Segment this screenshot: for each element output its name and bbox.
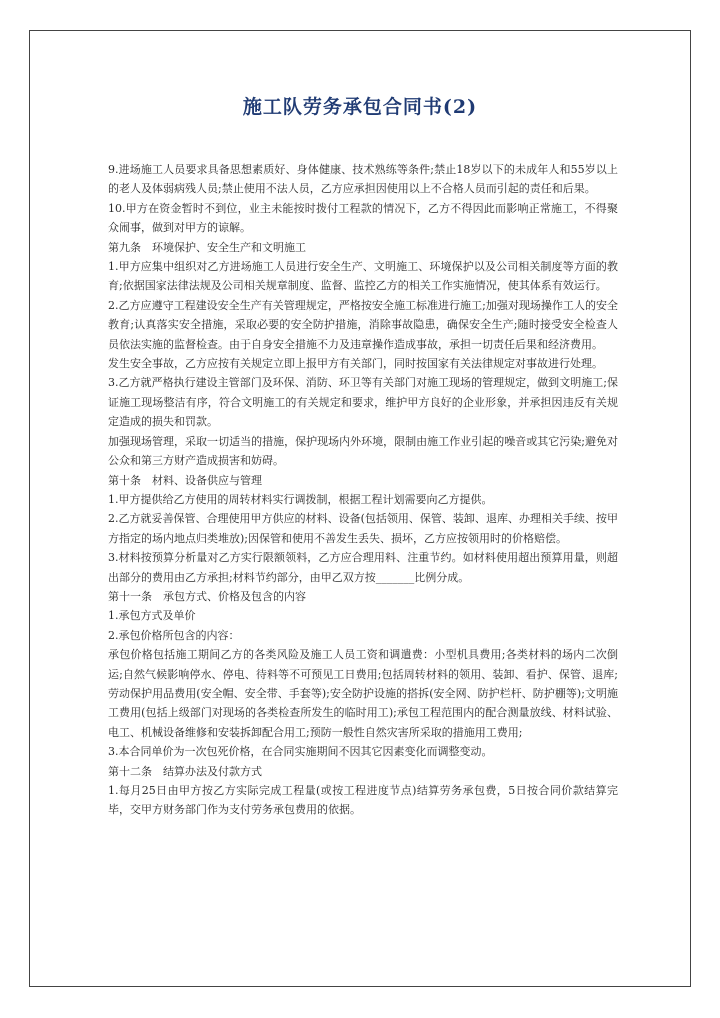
- paragraph: 2.乙方应遵守工程建设安全生产有关管理规定，严格按安全施工标准进行施工;加强对现场操作工人的安全教育;认真落实安全措施，采取必要的安全防护措施，消除事故隐患，确保安全生产;随时接受安全检查人员依法实施的监督检查。由于自身安全措施不力及违章操作造成事故，承担一切责任后果和经济费用。: [108, 298, 618, 351]
- section-heading: 第十条 材料、设备供应与管理: [108, 473, 262, 487]
- section-heading: 第九条 环境保护、安全生产和文明施工: [108, 240, 306, 254]
- paragraph: 发生安全事故，乙方应按有关规定立即上报甲方有关部门，同时按国家有关法律规定对事故进行处理。: [108, 357, 603, 371]
- document-body: [108, 160, 618, 820]
- paragraph: 3.乙方就严格执行建设主管部门及环保、消防、环卫等有关部门对施工现场的管理规定，做到文明施工;保证施工现场整洁有序，符合文明施工的有关规定和要求，维护甲方良好的企业形象，并承担因违反有关规定造成的损失和罚款。: [108, 376, 618, 429]
- paragraph: 加强现场管理，采取一切适当的措施，保护现场内外环境，限制由施工作业引起的噪音或其它污染;避免对公众和第三方财产造成损害和妨碍。: [108, 434, 618, 468]
- paragraph: 3.本合同单价为一次包死价格，在合同实施期间不因其它因素变化而调整变动。: [108, 745, 493, 759]
- paragraph: 1.甲方应集中组织对乙方进场施工人员进行安全生产、文明施工、环境保护以及公司相关制度等方面的教育;依据国家法律法规及公司相关规章制度、监督、监控乙方的相关工作实施情况，使其体系有效运行。: [108, 260, 618, 293]
- paragraph: 10.甲方在资金暂时不到位，业主未能按时拨付工程款的情况下，乙方不得因此而影响正常施工，不得聚众闹事，做到对甲方的谅解。: [108, 201, 618, 235]
- paragraph: 1.承包方式及单价: [108, 609, 196, 623]
- paragraph: 2.乙方就妥善保管、合理使用甲方供应的材料、设备(包括领用、保管、装卸、退库、办理相关手续、按甲方指定的场内地点归类堆放);因保管和使用不善发生丢失、损坏，乙方应按领用时的价格赔偿。: [108, 512, 618, 545]
- paragraph: 承包价格包括施工期间乙方的各类风险及施工人员工资和调遣费：小型机具费用;各类材料的场内二次倒运;自然气候影响停水、停电、待料等不可预见工日费用;包括周转材料的领用、装卸、看护、保管、退库;劳动保护用品费用(安全帽、安全带、手套等);安全防护设施的搭拆(安全网、防护栏杆、防护棚等);文明施工费用(包括上级部门对现场的各类检查所发生的临时用工);承包工程范围内的配合测量放线、材料试验、电工、机械设备维修和安装拆卸配合用工;预防一般性自然灾害所采取的措施用工费用;: [108, 648, 618, 739]
- paragraph: 3.材料按预算分析量对乙方实行限额领料，乙方应合理用料、注重节约。如材料使用超出预算用量，则超出部分的费用由乙方承担;材料节约部分，由甲乙双方按_______比例分成。: [108, 551, 618, 584]
- document-title: 施工队劳务承包合同书(2): [242, 96, 478, 118]
- paragraph: 2.承包价格所包含的内容：: [108, 628, 240, 642]
- paragraph: 9.进场施工人员要求具备思想素质好、身体健康、技术熟练等条件;禁止18岁以下的未成年人和55岁以上的老人及体弱病残人员;禁止使用不法人员，乙方应承担因使用以上不合格人员而引起的责任和后果。: [108, 163, 618, 196]
- section-heading: 第十一条 承包方式、价格及包含的内容: [108, 589, 306, 603]
- section-heading: 第十二条 结算办法及付款方式: [108, 764, 262, 778]
- paragraph: 1.每月25日由甲方按乙方实际完成工程量(或按工程进度节点)结算劳务承包费，5日按合同价款结算完毕，交甲方财务部门作为支付劳务承包费用的依据。: [108, 784, 618, 817]
- paragraph: 1.甲方提供给乙方使用的周转材料实行调拨制，根据工程计划需要向乙方提供。: [108, 492, 493, 506]
